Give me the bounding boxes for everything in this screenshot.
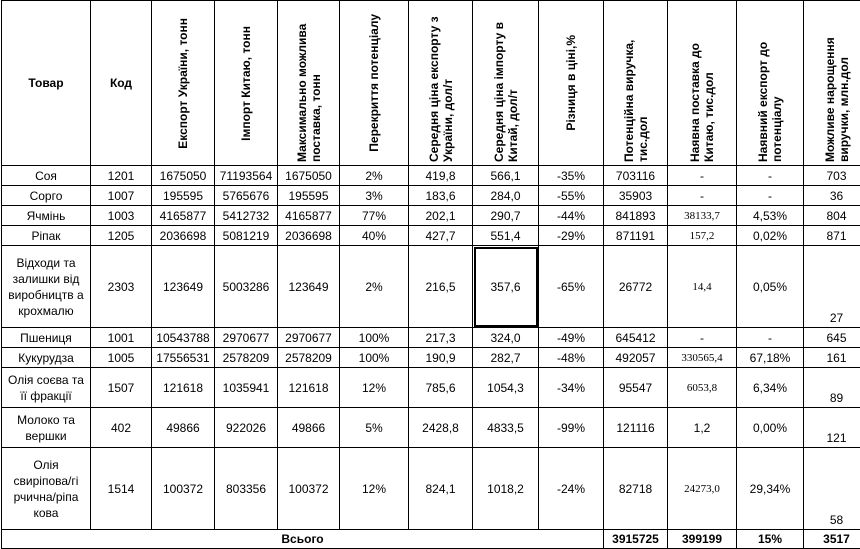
cell-import-cn[interactable]: 5412732 <box>215 206 278 226</box>
header-import-cn-text: Імпорт Китаю, тонн <box>239 26 253 141</box>
cell-potential-revenue[interactable]: 645412 <box>604 328 668 348</box>
cell-existing-export-share[interactable]: 0,02% <box>737 226 804 246</box>
cell-possible-growth[interactable]: 121 <box>804 408 860 448</box>
cell-avg-export-price[interactable]: 190,9 <box>409 348 473 368</box>
cell-max-supply[interactable]: 4165877 <box>278 206 340 226</box>
cell-existing-supply[interactable]: 14,4 <box>668 246 737 328</box>
header-export-ua[interactable] <box>152 1 215 166</box>
cell-avg-export-price[interactable]: 785,6 <box>409 368 473 408</box>
header-coverage[interactable] <box>340 1 409 166</box>
table-row <box>2 348 860 368</box>
cell-import-cn[interactable]: 803356 <box>215 448 278 530</box>
total-existing-export-share[interactable]: 15% <box>737 530 804 549</box>
cell-product[interactable]: Молоко та вершки <box>2 408 91 448</box>
cell-max-supply[interactable]: 49866 <box>278 408 340 448</box>
cell-potential-revenue[interactable]: 121116 <box>604 408 668 448</box>
cell-possible-growth[interactable]: 161 <box>804 348 860 368</box>
cell-price-diff[interactable]: -65% <box>539 246 604 328</box>
cell-max-supply[interactable]: 195595 <box>278 186 340 206</box>
header-code[interactable]: Код <box>91 1 152 166</box>
header-avg-export-price[interactable] <box>409 1 473 166</box>
cell-product[interactable]: Соя <box>2 166 91 186</box>
cell-potential-revenue[interactable]: 871191 <box>604 226 668 246</box>
cell-price-diff[interactable]: -29% <box>539 226 604 246</box>
total-possible-growth[interactable]: 3517 <box>804 530 860 549</box>
header-potential-revenue-text: Потенційна виручка, тис.дол <box>622 4 650 162</box>
cell-potential-revenue[interactable]: 35903 <box>604 186 668 206</box>
cell-import-cn[interactable]: 2578209 <box>215 348 278 368</box>
cell-product[interactable]: Відходи та залишки від виробництв а крохмалю <box>2 246 91 328</box>
cell-existing-supply[interactable]: 24273,0 <box>668 448 737 530</box>
cell-max-supply[interactable]: 121618 <box>278 368 340 408</box>
cell-price-diff[interactable]: -44% <box>539 206 604 226</box>
header-avg-export-price-text: Середня ціна експорту з України, дол/т <box>427 4 455 162</box>
cell-existing-supply[interactable]: 38133,7 <box>668 206 737 226</box>
header-existing-supply[interactable] <box>668 1 737 166</box>
header-row <box>2 1 860 166</box>
header-avg-import-price[interactable] <box>473 1 539 166</box>
cell-import-cn[interactable]: 5765676 <box>215 186 278 206</box>
table-row <box>2 328 860 348</box>
cell-price-diff[interactable]: -99% <box>539 408 604 448</box>
cell-product[interactable]: Ріпак <box>2 226 91 246</box>
cell-coverage[interactable]: 100% <box>340 348 409 368</box>
table-row <box>2 226 860 246</box>
cell-code[interactable]: 1514 <box>91 448 152 530</box>
cell-coverage[interactable]: 2% <box>340 166 409 186</box>
cell-coverage[interactable]: 5% <box>340 408 409 448</box>
table-row <box>2 186 860 206</box>
cell-export-ua[interactable]: 1675050 <box>152 166 215 186</box>
header-export-ua-text: Експорт України, тонн <box>176 18 190 149</box>
cell-existing-export-share[interactable]: 29,34% <box>737 448 804 530</box>
cell-existing-export-share[interactable]: - <box>737 186 804 206</box>
cell-potential-revenue[interactable]: 492057 <box>604 348 668 368</box>
header-existing-export-share-text: Наявний експорт до потенціалу <box>756 4 784 162</box>
cell-avg-import-price[interactable]: 290,7 <box>473 206 539 226</box>
cell-import-cn[interactable]: 71193564 <box>215 166 278 186</box>
header-potential-revenue[interactable] <box>604 1 668 166</box>
cell-possible-growth[interactable]: 871 <box>804 226 860 246</box>
cell-export-ua[interactable]: 49866 <box>152 408 215 448</box>
header-price-diff[interactable] <box>539 1 604 166</box>
cell-possible-growth[interactable]: 703 <box>804 166 860 186</box>
cell-code[interactable]: 1005 <box>91 348 152 368</box>
cell-max-supply[interactable]: 123649 <box>278 246 340 328</box>
cell-export-ua[interactable]: 195595 <box>152 186 215 206</box>
cell-price-diff[interactable]: -48% <box>539 348 604 368</box>
table-row <box>2 448 860 530</box>
cell-potential-revenue[interactable]: 95547 <box>604 368 668 408</box>
cell-avg-export-price[interactable]: 183,6 <box>409 186 473 206</box>
cell-existing-export-share[interactable]: 0,00% <box>737 408 804 448</box>
cell-potential-revenue[interactable]: 841893 <box>604 206 668 226</box>
cell-possible-growth[interactable]: 36 <box>804 186 860 206</box>
table-row <box>2 246 860 328</box>
cell-export-ua[interactable]: 100372 <box>152 448 215 530</box>
header-possible-growth[interactable] <box>804 1 860 166</box>
header-product[interactable]: Товар <box>2 1 91 166</box>
cell-avg-import-price[interactable]: 282,7 <box>473 348 539 368</box>
cell-export-ua[interactable]: 10543788 <box>152 328 215 348</box>
cell-possible-growth[interactable]: 58 <box>804 448 860 530</box>
cell-possible-growth[interactable]: 645 <box>804 328 860 348</box>
cell-avg-export-price[interactable]: 216,5 <box>409 246 473 328</box>
cell-potential-revenue[interactable]: 26772 <box>604 246 668 328</box>
cell-export-ua[interactable]: 17556531 <box>152 348 215 368</box>
table-row <box>2 408 860 448</box>
table-row <box>2 166 860 186</box>
cell-coverage[interactable]: 100% <box>340 328 409 348</box>
cell-product[interactable]: Ячмінь <box>2 206 91 226</box>
cell-avg-export-price[interactable]: 419,8 <box>409 166 473 186</box>
cell-potential-revenue[interactable]: 703116 <box>604 166 668 186</box>
cell-import-cn[interactable]: 922026 <box>215 408 278 448</box>
cell-product[interactable]: Кукурудза <box>2 348 91 368</box>
cell-avg-import-price[interactable]: 1018,2 <box>473 448 539 530</box>
cell-existing-export-share[interactable]: - <box>737 166 804 186</box>
cell-existing-export-share[interactable]: 67,18% <box>737 348 804 368</box>
cell-price-diff[interactable]: -24% <box>539 448 604 530</box>
table-row <box>2 368 860 408</box>
cell-export-ua[interactable]: 2036698 <box>152 226 215 246</box>
cell-existing-supply[interactable]: 6053,8 <box>668 368 737 408</box>
cell-max-supply[interactable]: 2970677 <box>278 328 340 348</box>
cell-export-ua[interactable]: 123649 <box>152 246 215 328</box>
header-existing-supply-text: Наявна поставка до Китаю, тис.дол <box>688 4 716 162</box>
cell-product[interactable]: Олія соєва та її фракції <box>2 368 91 408</box>
export-potential-table <box>1 0 860 549</box>
cell-coverage[interactable]: 40% <box>340 226 409 246</box>
cell-avg-import-price[interactable]: 324,0 <box>473 328 539 348</box>
cell-import-cn[interactable]: 5081219 <box>215 226 278 246</box>
cell-code[interactable]: 1205 <box>91 226 152 246</box>
total-existing-supply[interactable]: 399199 <box>668 530 737 549</box>
cell-code[interactable]: 1201 <box>91 166 152 186</box>
cell-product[interactable]: Пшениця <box>2 328 91 348</box>
cell-code[interactable]: 1507 <box>91 368 152 408</box>
cell-import-cn[interactable]: 1035941 <box>215 368 278 408</box>
cell-possible-growth[interactable]: 27 <box>804 246 860 328</box>
cell-code[interactable]: 2303 <box>91 246 152 328</box>
total-label[interactable]: Всього <box>2 530 604 549</box>
cell-import-cn[interactable]: 2970677 <box>215 328 278 348</box>
cell-code[interactable]: 402 <box>91 408 152 448</box>
cell-avg-import-price[interactable]: 357,6 <box>473 246 539 328</box>
cell-max-supply[interactable]: 1675050 <box>278 166 340 186</box>
cell-avg-export-price[interactable]: 202,1 <box>409 206 473 226</box>
cell-price-diff[interactable]: -55% <box>539 186 604 206</box>
cell-existing-supply[interactable]: 1,2 <box>668 408 737 448</box>
header-max-supply[interactable] <box>278 1 340 166</box>
header-existing-export-share[interactable] <box>737 1 804 166</box>
cell-coverage[interactable]: 12% <box>340 368 409 408</box>
cell-existing-supply[interactable]: - <box>668 166 737 186</box>
cell-product[interactable]: Олія свирiпова/гі рчична/ріпа кова <box>2 448 91 530</box>
header-possible-growth-text: Можливе нарощення виручки, млн.дол <box>823 4 851 162</box>
cell-max-supply[interactable]: 2578209 <box>278 348 340 368</box>
cell-avg-export-price[interactable]: 824,1 <box>409 448 473 530</box>
cell-price-diff[interactable]: -35% <box>539 166 604 186</box>
cell-existing-export-share[interactable]: 4,53% <box>737 206 804 226</box>
header-price-diff-text: Різниця в ціні,% <box>564 35 578 131</box>
total-potential-revenue[interactable]: 3915725 <box>604 530 668 549</box>
cell-coverage[interactable]: 77% <box>340 206 409 226</box>
cell-existing-export-share[interactable]: - <box>737 328 804 348</box>
header-coverage-text: Перекриття потенціалу <box>367 14 381 152</box>
cell-code[interactable]: 1007 <box>91 186 152 206</box>
cell-existing-supply[interactable]: 330565,4 <box>668 348 737 368</box>
cell-avg-import-price[interactable]: 1054,3 <box>473 368 539 408</box>
total-row <box>2 530 860 549</box>
cell-export-ua[interactable]: 121618 <box>152 368 215 408</box>
cell-price-diff[interactable]: -49% <box>539 328 604 348</box>
cell-avg-import-price[interactable]: 284,0 <box>473 186 539 206</box>
cell-avg-import-price[interactable]: 566,1 <box>473 166 539 186</box>
cell-max-supply[interactable]: 100372 <box>278 448 340 530</box>
cell-existing-supply[interactable]: - <box>668 328 737 348</box>
cell-avg-export-price[interactable]: 2428,8 <box>409 408 473 448</box>
cell-avg-import-price[interactable]: 551,4 <box>473 226 539 246</box>
cell-existing-export-share[interactable]: 6,34% <box>737 368 804 408</box>
cell-code[interactable]: 1001 <box>91 328 152 348</box>
cell-coverage[interactable]: 2% <box>340 246 409 328</box>
table-row <box>2 206 860 226</box>
cell-coverage[interactable]: 12% <box>340 448 409 530</box>
cell-import-cn[interactable]: 5003286 <box>215 246 278 328</box>
cell-possible-growth[interactable]: 89 <box>804 368 860 408</box>
cell-existing-supply[interactable]: 157,2 <box>668 226 737 246</box>
cell-existing-export-share[interactable]: 0,05% <box>737 246 804 328</box>
cell-coverage[interactable]: 3% <box>340 186 409 206</box>
cell-avg-import-price[interactable]: 4833,5 <box>473 408 539 448</box>
cell-existing-supply[interactable]: - <box>668 186 737 206</box>
cell-potential-revenue[interactable]: 82718 <box>604 448 668 530</box>
cell-avg-export-price[interactable]: 217,3 <box>409 328 473 348</box>
header-max-supply-text: Максимально можлива поставка, тонн <box>295 4 323 162</box>
cell-code[interactable]: 1003 <box>91 206 152 226</box>
cell-export-ua[interactable]: 4165877 <box>152 206 215 226</box>
cell-product[interactable]: Сорго <box>2 186 91 206</box>
header-import-cn[interactable] <box>215 1 278 166</box>
cell-max-supply[interactable]: 2036698 <box>278 226 340 246</box>
cell-avg-export-price[interactable]: 427,7 <box>409 226 473 246</box>
cell-price-diff[interactable]: -34% <box>539 368 604 408</box>
header-avg-import-price-text: Середня ціна імпорту в Китай, дол/т <box>492 4 520 162</box>
cell-possible-growth[interactable]: 804 <box>804 206 860 226</box>
